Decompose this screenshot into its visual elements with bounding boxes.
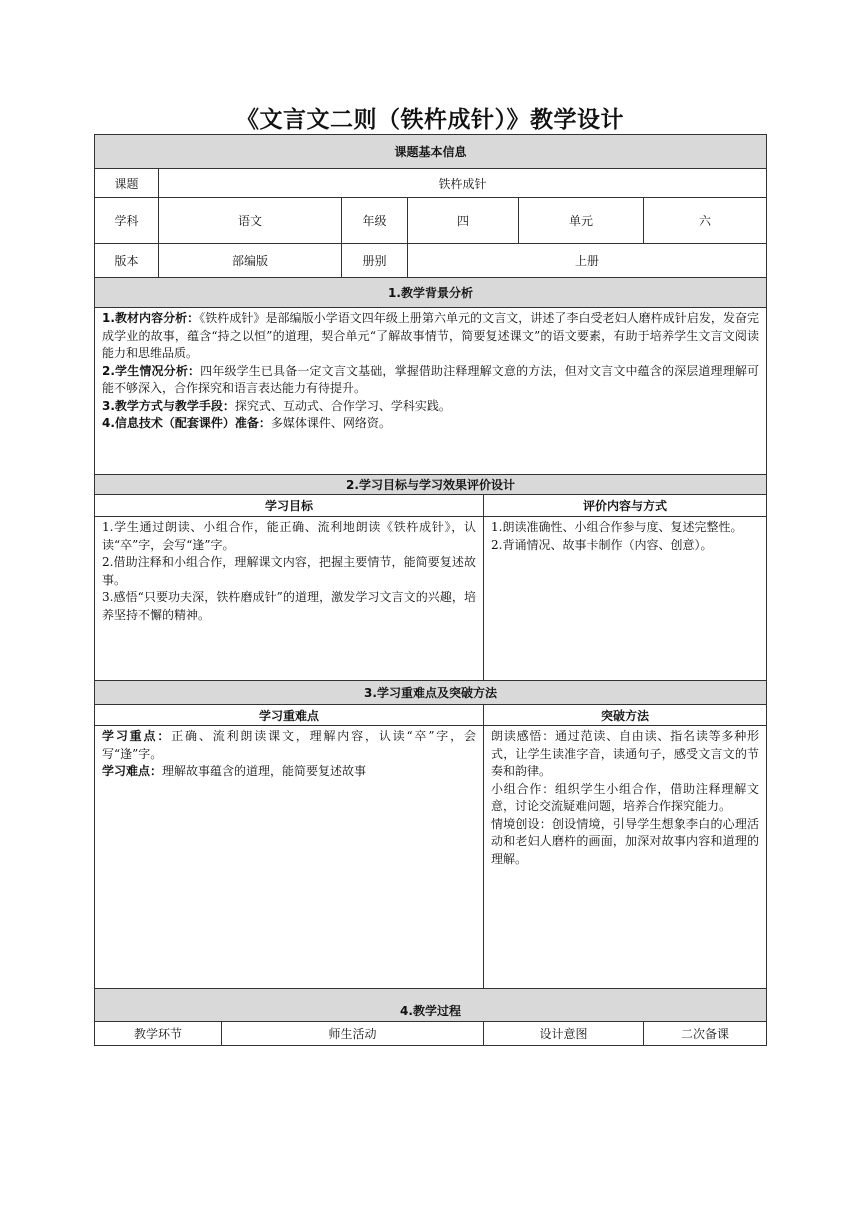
subject-label: 学科 xyxy=(95,198,159,244)
background-content xyxy=(95,308,767,475)
process-col-activity: 师生活动 xyxy=(222,1022,484,1046)
grade-value: 四 xyxy=(408,198,519,244)
goal-item: 3.感悟“只要功夫深，铁杵磨成针”的道理，激发学习文言文的兴趣，培养坚持不懈的精神。 xyxy=(102,590,476,622)
background-header: 1.教学背景分析 xyxy=(95,278,767,308)
eval-column-header: 评价内容与方式 xyxy=(484,495,767,517)
key-points-cell xyxy=(95,726,484,989)
subject-value: 语文 xyxy=(159,198,342,244)
unit-value: 六 xyxy=(644,198,767,244)
method-item: 朗读感悟：通过范读、自由读、指名读等多种形式，让学生读准字音，读通句子，感受文言文的节奏和韵律。 xyxy=(491,729,760,778)
key-points-header: 3.学习重难点及突破方法 xyxy=(95,681,767,705)
topic-value: 铁杵成针 xyxy=(159,169,767,198)
evals-cell xyxy=(484,517,767,681)
goal-item: 2.借助注释和小组合作，理解课文内容，把握主要情节，能简要复述故事。 xyxy=(102,555,476,587)
method-column-header: 突破方法 xyxy=(484,705,767,726)
grade-label: 年级 xyxy=(342,198,408,244)
process-col-intent: 设计意图 xyxy=(484,1022,644,1046)
method-item: 情境创设：创设情境，引导学生想象李白的心理活动和老妇人磨杵的画面，加深对故事内容和道理的理解。 xyxy=(491,816,760,866)
process-col-stage: 教学环节 xyxy=(95,1022,222,1046)
goal-column-header: 学习目标 xyxy=(95,495,484,517)
goal-item: 1.学生通过朗读、小组合作，能正确、流利地朗读《铁杵成针》，认读“卒”字，会写“逢”字。 xyxy=(102,520,476,552)
goals-cell xyxy=(95,517,484,681)
process-col-revision: 二次备课 xyxy=(644,1022,767,1046)
background-item: 2.学生情况分析：四年级学生已具备一定文言文基础，掌握借助注释理解文意的方法，但对文言文中蕴含的深层道理理解可能不够深入，合作探究和语言表达能力有待提升。 xyxy=(102,363,760,395)
edition-value: 部编版 xyxy=(159,244,342,278)
volume-label: 册别 xyxy=(342,244,408,278)
background-item: 3.教学方式与教学手段：探究式、互动式、合作学习、学科实践。 xyxy=(102,398,451,413)
eval-item: 2.背诵情况、故事卡制作（内容、创意）。 xyxy=(491,537,713,552)
objectives-header: 2.学习目标与学习效果评价设计 xyxy=(95,475,767,495)
method-item: 小组合作：组织学生小组合作，借助注释理解文意，讨论交流疑难问题，培养合作探究能力。 xyxy=(491,781,760,813)
edition-label: 版本 xyxy=(95,244,159,278)
difficult-point: 学习难点：理解故事蕴含的道理，能简要复述故事 xyxy=(102,764,367,778)
basic-info-header: 课题基本信息 xyxy=(95,135,767,169)
lesson-plan-table xyxy=(94,134,767,1046)
key-column-header: 学习重难点 xyxy=(95,705,484,726)
eval-item: 1.朗读准确性、小组合作参与度、复述完整性。 xyxy=(491,520,743,534)
background-item: 1.教材内容分析：《铁杵成针》是部编版小学语文四年级上册第六单元的文言文，讲述了李白受老妇人磨杵成针启发，发奋完成学业的故事，蕴含“持之以恒”的道理，契合单元“了解故事情节，简要复述课文”的语文要素，有助于培养学生文言文阅读能力和思维品质。 xyxy=(102,311,760,360)
process-header: 4.教学过程 xyxy=(95,989,767,1022)
volume-value: 上册 xyxy=(408,244,767,278)
background-item: 4.信息技术（配套课件）准备：多媒体课件、网络资。 xyxy=(102,416,391,430)
methods-cell xyxy=(484,726,767,989)
page-title: 《文言文二则（铁杵成针）》教学设计 xyxy=(236,107,624,133)
unit-label: 单元 xyxy=(519,198,644,244)
topic-label: 课题 xyxy=(95,169,159,198)
key-point: 学习重点：正确、流利朗读课文，理解内容，认读“卒”字，会写“逢”字。 xyxy=(102,729,476,761)
